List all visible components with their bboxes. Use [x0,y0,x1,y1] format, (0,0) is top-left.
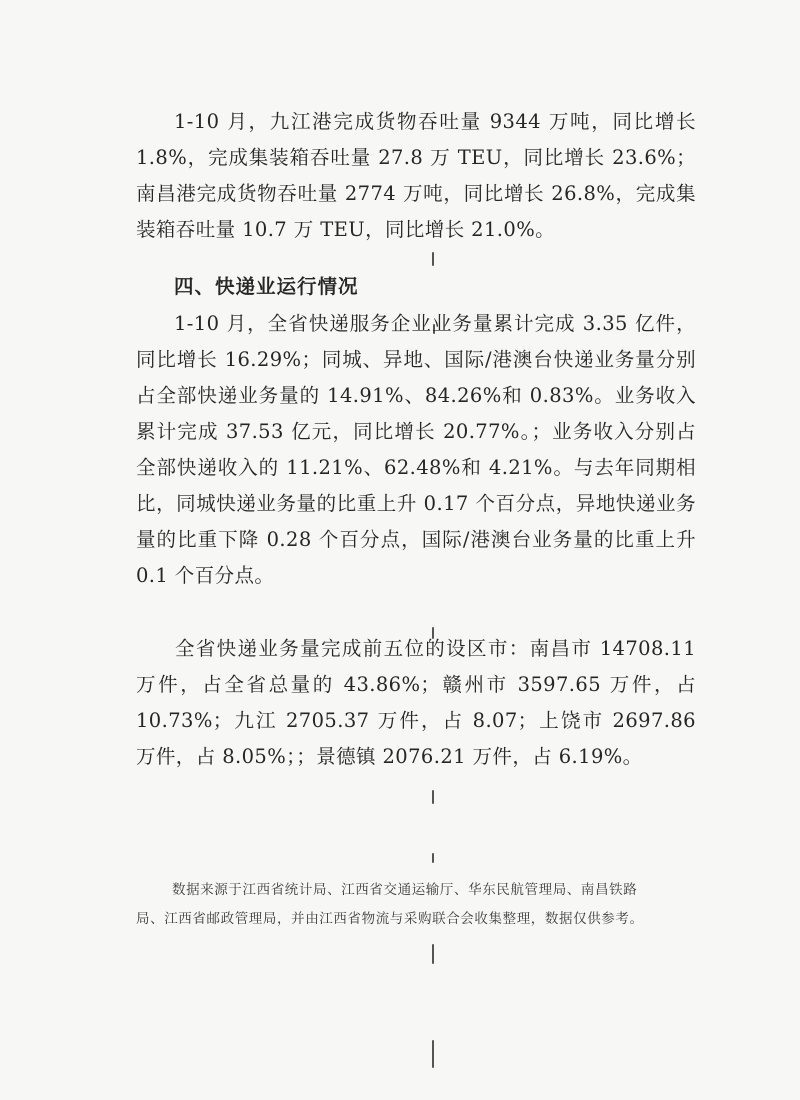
data-source-text: 数据来源于江西省统计局、江西省交通运输厅、华东民航管理局、南昌铁路局、江西省邮政管理局，并由江西省物流与采购联合会收集整理，数据仅供参考。 [136,882,644,927]
binding-hole-mark [432,944,434,964]
binding-hole-mark [432,1040,434,1068]
top-cities-paragraph [136,631,696,775]
top-cities-text: 全省快递业务量完成前五位的设区市：南昌市 14708.11 万件，占全省总量的 43.86%；赣州市 3597.65 万件，占 10.73%；九江 2705.37 万件，占 8.07；上饶市 2697.86 万件，占 8.05%；；景德镇 2076.21 万件，占 6.19%。 [136,637,696,768]
data-source-footnote [136,876,656,934]
port-throughput-paragraph [136,104,696,248]
binding-hole-mark [432,790,434,804]
express-overview-text: 1-10 月，全省快递服务企业业务量累计完成 3.35 亿件，同比增长 16.29%；同城、异地、国际/港澳台快递业务量分别占全部快递业务量的 14.91%、84.26%和 0.83%。业务收入累计完成 37.53 亿元，同比增长 20.77%。；业务收入分别占全部快递收入的 11.21%、62.48%和 4.21%。与去年同期相比，同城快递业务量的比重上升 0.17 个百分点，异地快递业务量的比重下降 0.28 个百分点，国际/港澳台业务量的比重上升 0.1 个百分点。 [136,312,696,587]
section-heading-express: 四、快递业运行情况 [174,275,359,298]
binding-hole-mark [432,252,434,266]
express-overview-paragraph [136,306,696,594]
port-throughput-text: 1-10 月，九江港完成货物吞吐量 9344 万吨，同比增长 1.8%，完成集装箱吞吐量 27.8 万 TEU，同比增长 23.6%；南昌港完成货物吞吐量 2774 万吨，同比增长 26.8%，完成集装箱吞吐量 10.7 万 TEU，同比增长 21.0%。 [136,110,696,241]
binding-hole-mark [432,853,434,863]
